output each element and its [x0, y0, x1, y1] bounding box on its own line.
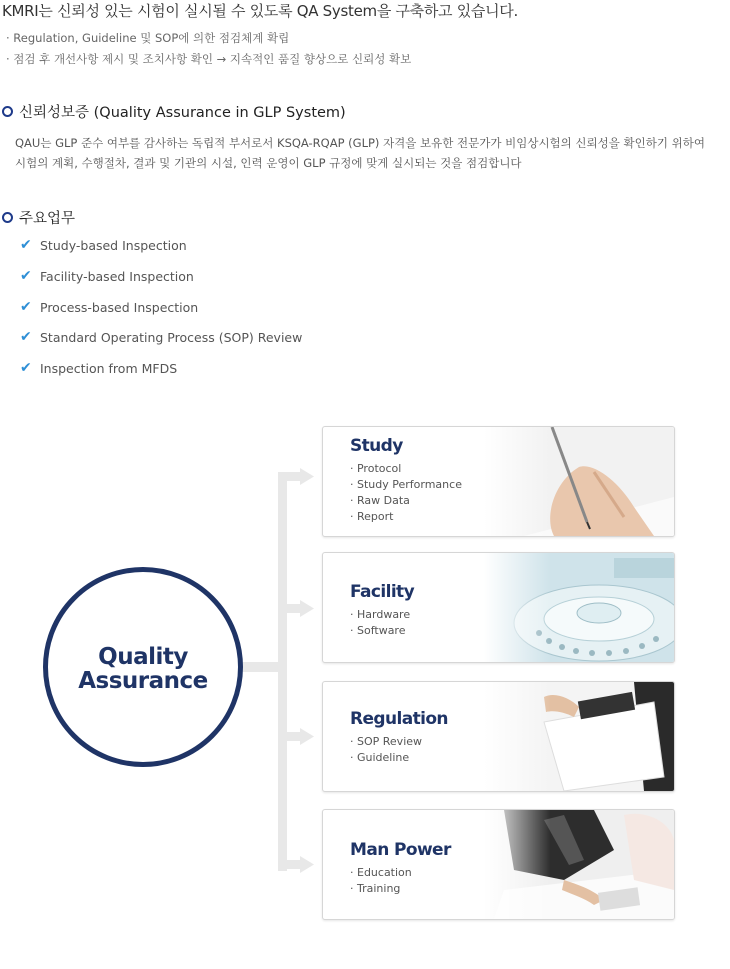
card-item: · Study Performance	[350, 478, 462, 491]
checkmark-icon: ✔	[20, 237, 32, 253]
card-item: · Guideline	[350, 751, 410, 764]
card-facility	[322, 552, 675, 663]
card-man-power	[322, 809, 675, 920]
writing-hand-photo	[484, 427, 674, 536]
card-item: · Hardware	[350, 608, 411, 621]
ring-bullet-icon	[2, 212, 13, 223]
section-description-line: 시험의 계획, 수행절차, 결과 및 기관의 시설, 인력 운영이 GLP 규정에 맞게 실시되는 것을 점검합니다	[15, 156, 522, 170]
task-label: Standard Operating Process (SOP) Review	[40, 329, 303, 345]
card-title: Man Power	[350, 840, 451, 860]
card-item: · Software	[350, 624, 406, 637]
checkmark-icon: ✔	[20, 360, 32, 376]
card-item: · SOP Review	[350, 735, 423, 748]
lab-equipment-photo	[484, 553, 674, 662]
card-items	[350, 607, 410, 639]
bullet-item: · Regulation, Guideline 및 SOP에 의한 점검체계 확립	[6, 31, 290, 45]
section-main-tasks-title	[2, 207, 75, 228]
card-item: · Raw Data	[350, 494, 410, 507]
checkmark-icon: ✔	[20, 268, 32, 284]
section-title-text: 주요업무	[19, 211, 76, 227]
task-label: Process-based Inspection	[40, 299, 199, 315]
section-description-line: QAU는 GLP 준수 여부를 감사하는 독립적 부서로서 KSQA-RQAP (GLP) 자격을 보유한 전문가가 비임상시험의 신뢰성을 확인하기 위하여	[15, 136, 705, 150]
connector-stub	[238, 662, 283, 672]
section-quality-assurance-title	[2, 101, 346, 122]
section-title-text: 신뢰성보증 (Quality Assurance in GLP System)	[19, 105, 346, 121]
document-handover-photo	[484, 682, 674, 791]
task-item	[20, 360, 177, 376]
card-item: · Protocol	[350, 462, 402, 475]
center-label-line: Assurance	[78, 668, 208, 694]
card-title: Facility	[350, 582, 415, 602]
task-label: Inspection from MFDS	[40, 360, 178, 376]
center-label-line: Quality	[98, 644, 188, 670]
task-item	[20, 237, 187, 253]
headline: KMRI는 신뢰성 있는 시험이 실시될 수 있도록 QA System을 구축하고 있습니다.	[2, 2, 518, 20]
connector-arrows	[278, 468, 318, 880]
card-items	[350, 461, 462, 525]
card-title: Regulation	[350, 709, 448, 729]
task-item	[20, 299, 198, 315]
checkmark-icon: ✔	[20, 299, 32, 315]
checkmark-icon: ✔	[20, 329, 32, 345]
task-item	[20, 329, 302, 345]
task-label: Facility-based Inspection	[40, 268, 194, 284]
quality-assurance-label	[48, 645, 238, 693]
card-item: · Training	[350, 882, 401, 895]
card-regulation	[322, 681, 675, 792]
card-items	[350, 865, 412, 897]
task-label: Study-based Inspection	[40, 237, 187, 253]
card-study	[322, 426, 675, 537]
card-items	[350, 734, 422, 766]
card-item: · Report	[350, 510, 394, 523]
team-meeting-photo	[484, 810, 674, 919]
task-item	[20, 268, 194, 284]
bullet-item: · 점검 후 개선사항 제시 및 조치사항 확인 → 지속적인 품질 향상으로 신뢰성 확보	[6, 52, 412, 66]
ring-bullet-icon	[2, 106, 13, 117]
card-item: · Education	[350, 866, 412, 879]
card-title: Study	[350, 436, 403, 456]
